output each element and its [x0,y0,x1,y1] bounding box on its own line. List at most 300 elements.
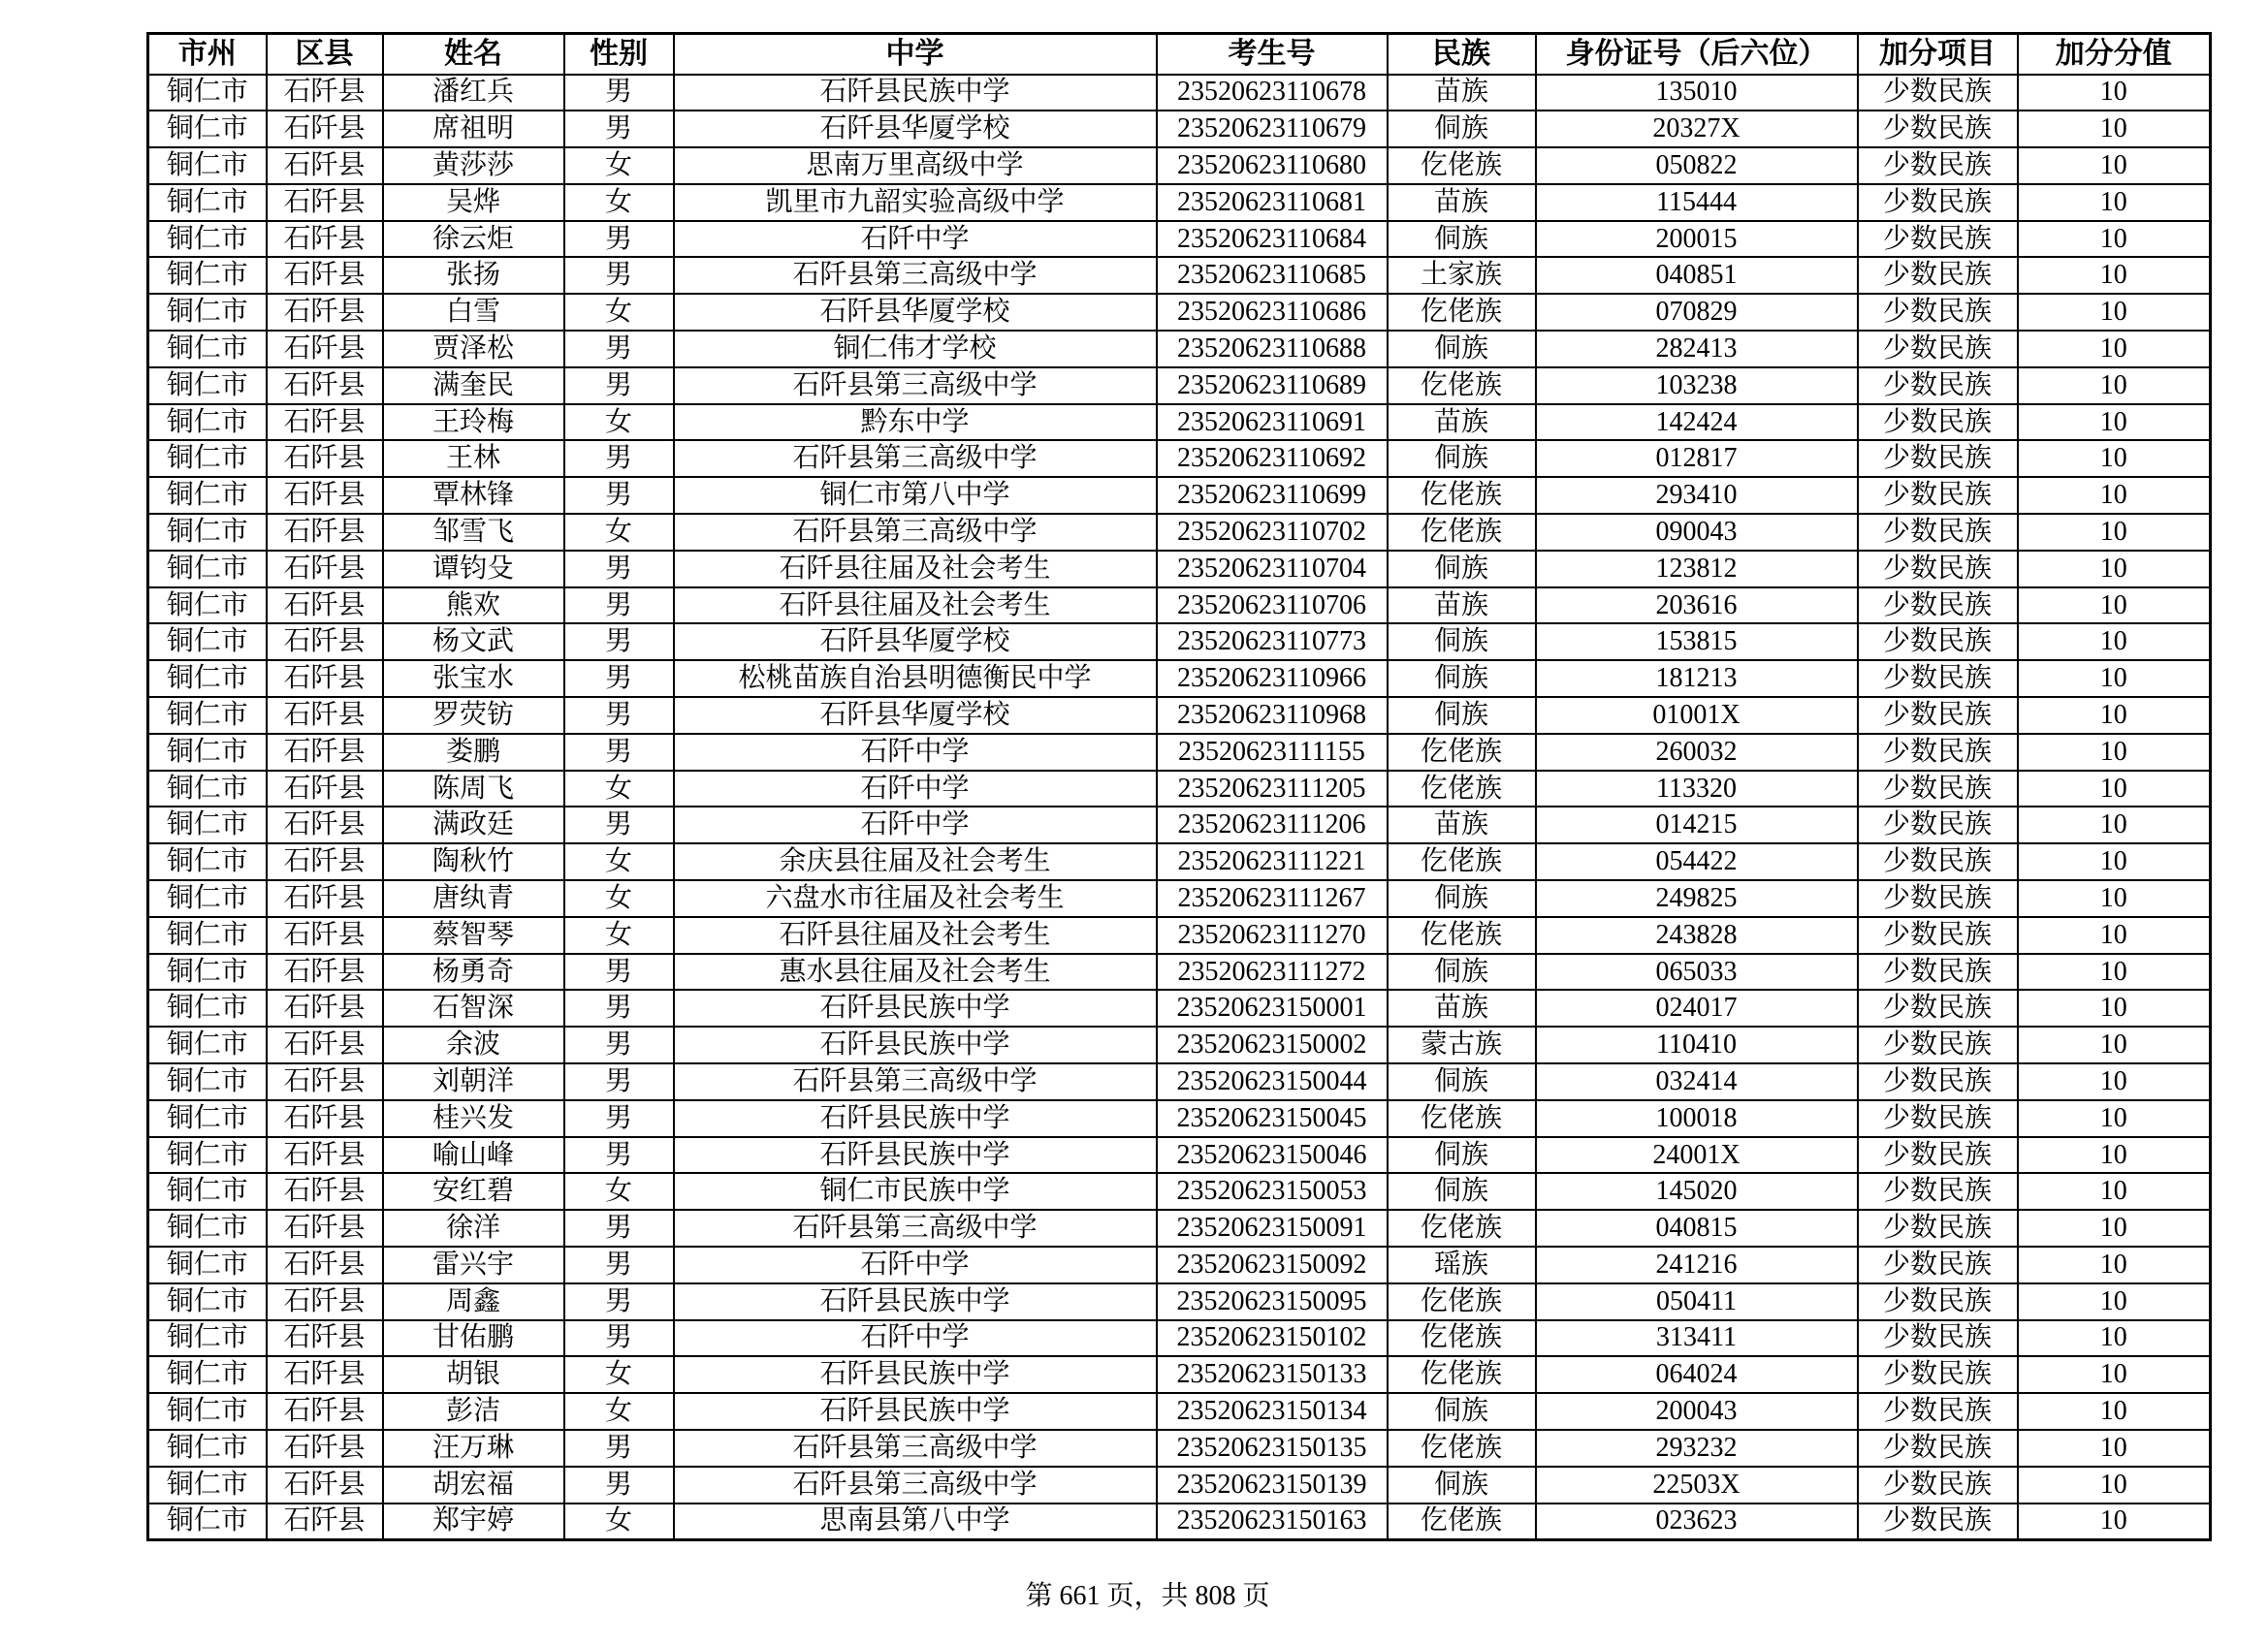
cell-name: 覃林锋 [383,477,564,514]
cell-exam-no: 23520623111206 [1157,807,1388,843]
cell-exam-no: 23520623110679 [1157,111,1388,147]
table-row [148,880,2211,917]
cell-ethnicity: 侗族 [1388,1173,1536,1210]
cell-ethnicity: 侗族 [1388,954,1536,991]
cell-city: 铜仁市 [148,1467,267,1504]
cell-county: 石阡县 [267,477,383,514]
cell-id-suffix: 22503X [1536,1467,1858,1504]
cell-id-suffix: 293410 [1536,477,1858,514]
cell-id-suffix: 040851 [1536,257,1858,294]
table-row [148,1393,2211,1430]
cell-bonus-item: 少数民族 [1858,660,2018,697]
cell-bonus-item: 少数民族 [1858,367,2018,404]
cell-id-suffix: 200015 [1536,221,1858,258]
cell-ethnicity: 苗族 [1388,75,1536,111]
cell-exam-no: 23520623110692 [1157,440,1388,477]
cell-school: 石阡县第三高级中学 [674,1063,1157,1100]
cell-name: 胡银 [383,1356,564,1393]
cell-bonus-item: 少数民族 [1858,1393,2018,1430]
cell-gender: 男 [564,1063,674,1100]
cell-city: 铜仁市 [148,367,267,404]
cell-exam-no: 23520623110691 [1157,404,1388,441]
cell-exam-no: 23520623110684 [1157,221,1388,258]
cell-id-suffix: 024017 [1536,990,1858,1027]
cell-bonus-value: 10 [2018,807,2211,843]
cell-bonus-item: 少数民族 [1858,1320,2018,1357]
table-row [148,294,2211,331]
cell-exam-no: 23520623150045 [1157,1100,1388,1137]
cell-ethnicity: 仡佬族 [1388,1430,1536,1467]
cell-county: 石阡县 [267,1430,383,1467]
cell-exam-no: 23520623150053 [1157,1173,1388,1210]
cell-ethnicity: 仡佬族 [1388,771,1536,807]
cell-name: 陶秋竹 [383,843,564,880]
cell-bonus-item: 少数民族 [1858,404,2018,441]
cell-exam-no: 23520623110685 [1157,257,1388,294]
cell-gender: 男 [564,111,674,147]
cell-county: 石阡县 [267,990,383,1027]
cell-name: 白雪 [383,294,564,331]
cell-gender: 男 [564,990,674,1027]
cell-city: 铜仁市 [148,1027,267,1063]
cell-bonus-value: 10 [2018,111,2211,147]
cell-bonus-value: 10 [2018,1393,2211,1430]
cell-school: 石阡县民族中学 [674,1283,1157,1320]
cell-city: 铜仁市 [148,623,267,660]
cell-school: 石阡县第三高级中学 [674,1467,1157,1504]
cell-gender: 女 [564,771,674,807]
table-row [148,734,2211,771]
cell-id-suffix: 100018 [1536,1100,1858,1137]
cell-ethnicity: 仡佬族 [1388,1356,1536,1393]
cell-ethnicity: 仡佬族 [1388,294,1536,331]
header-ethnicity: 民族 [1388,34,1536,75]
cell-bonus-item: 少数民族 [1858,587,2018,624]
cell-school: 石阡县民族中学 [674,75,1157,111]
cell-name: 安红碧 [383,1173,564,1210]
cell-ethnicity: 仡佬族 [1388,1320,1536,1357]
cell-county: 石阡县 [267,1173,383,1210]
cell-bonus-item: 少数民族 [1858,1027,2018,1063]
cell-city: 铜仁市 [148,551,267,587]
cell-county: 石阡县 [267,75,383,111]
cell-bonus-item: 少数民族 [1858,111,2018,147]
cell-ethnicity: 瑶族 [1388,1247,1536,1283]
cell-school: 石阡县民族中学 [674,1393,1157,1430]
table-row [148,954,2211,991]
cell-ethnicity: 仡佬族 [1388,1504,1536,1540]
cell-bonus-value: 10 [2018,1247,2211,1283]
cell-county: 石阡县 [267,843,383,880]
cell-county: 石阡县 [267,697,383,734]
cell-county: 石阡县 [267,771,383,807]
table-row [148,514,2211,551]
cell-county: 石阡县 [267,514,383,551]
cell-ethnicity: 仡佬族 [1388,1100,1536,1137]
header-exam-no: 考生号 [1157,34,1388,75]
cell-bonus-value: 10 [2018,147,2211,184]
table-row [148,1247,2211,1283]
cell-school: 石阡县民族中学 [674,1027,1157,1063]
cell-ethnicity: 苗族 [1388,990,1536,1027]
cell-gender: 女 [564,1504,674,1540]
cell-gender: 男 [564,1283,674,1320]
cell-name: 雷兴宇 [383,1247,564,1283]
table-row [148,1430,2211,1467]
cell-county: 石阡县 [267,257,383,294]
cell-name: 席祖明 [383,111,564,147]
cell-city: 铜仁市 [148,1100,267,1137]
cell-bonus-item: 少数民族 [1858,221,2018,258]
cell-school: 石阡县民族中学 [674,1356,1157,1393]
cell-bonus-item: 少数民族 [1858,514,2018,551]
cell-bonus-value: 10 [2018,954,2211,991]
cell-county: 石阡县 [267,917,383,954]
table-row [148,660,2211,697]
table-row [148,147,2211,184]
cell-bonus-item: 少数民族 [1858,1504,2018,1540]
header-bonus-item: 加分项目 [1858,34,2018,75]
cell-exam-no: 23520623110688 [1157,331,1388,367]
cell-id-suffix: 090043 [1536,514,1858,551]
cell-id-suffix: 054422 [1536,843,1858,880]
cell-id-suffix: 135010 [1536,75,1858,111]
cell-city: 铜仁市 [148,587,267,624]
header-gender: 性别 [564,34,674,75]
cell-gender: 男 [564,367,674,404]
table-row [148,990,2211,1027]
cell-exam-no: 23520623110681 [1157,184,1388,221]
cell-county: 石阡县 [267,734,383,771]
cell-gender: 男 [564,477,674,514]
cell-exam-no: 23520623110706 [1157,587,1388,624]
cell-ethnicity: 仡佬族 [1388,1210,1536,1247]
cell-exam-no: 23520623110686 [1157,294,1388,331]
cell-gender: 男 [564,440,674,477]
cell-bonus-value: 10 [2018,843,2211,880]
cell-id-suffix: 023623 [1536,1504,1858,1540]
cell-school: 石阡中学 [674,807,1157,843]
cell-bonus-item: 少数民族 [1858,623,2018,660]
cell-school: 石阡县第三高级中学 [674,367,1157,404]
cell-school: 凯里市九韶实验高级中学 [674,184,1157,221]
cell-gender: 男 [564,1137,674,1174]
cell-gender: 男 [564,1210,674,1247]
cell-id-suffix: 113320 [1536,771,1858,807]
cell-name: 胡宏福 [383,1467,564,1504]
cell-county: 石阡县 [267,1283,383,1320]
cell-city: 铜仁市 [148,807,267,843]
cell-name: 徐洋 [383,1210,564,1247]
cell-exam-no: 23520623110678 [1157,75,1388,111]
cell-bonus-item: 少数民族 [1858,1283,2018,1320]
cell-bonus-item: 少数民族 [1858,697,2018,734]
cell-bonus-item: 少数民族 [1858,990,2018,1027]
table-row [148,367,2211,404]
cell-name: 唐纨青 [383,880,564,917]
table-row [148,184,2211,221]
cell-bonus-item: 少数民族 [1858,771,2018,807]
header-row [148,34,2211,75]
cell-county: 石阡县 [267,1137,383,1174]
cell-gender: 男 [564,257,674,294]
table-row [148,1137,2211,1174]
cell-school: 余庆县往届及社会考生 [674,843,1157,880]
table-row [148,1504,2211,1540]
cell-gender: 女 [564,880,674,917]
cell-city: 铜仁市 [148,843,267,880]
cell-exam-no: 23520623150134 [1157,1393,1388,1430]
cell-gender: 女 [564,404,674,441]
cell-bonus-item: 少数民族 [1858,1063,2018,1100]
cell-county: 石阡县 [267,807,383,843]
cell-county: 石阡县 [267,1027,383,1063]
cell-ethnicity: 仡佬族 [1388,734,1536,771]
cell-bonus-item: 少数民族 [1858,147,2018,184]
cell-name: 谭钧殳 [383,551,564,587]
cell-gender: 男 [564,807,674,843]
cell-school: 石阡县第三高级中学 [674,257,1157,294]
cell-school: 思南县第八中学 [674,1504,1157,1540]
cell-name: 陈周飞 [383,771,564,807]
cell-county: 石阡县 [267,184,383,221]
cell-id-suffix: 282413 [1536,331,1858,367]
cell-name: 黄莎莎 [383,147,564,184]
cell-gender: 男 [564,734,674,771]
cell-ethnicity: 仡佬族 [1388,917,1536,954]
cell-name: 邹雪飞 [383,514,564,551]
table-row [148,917,2211,954]
cell-school: 黔东中学 [674,404,1157,441]
cell-school: 石阡中学 [674,771,1157,807]
cell-bonus-value: 10 [2018,75,2211,111]
cell-ethnicity: 侗族 [1388,697,1536,734]
cell-bonus-item: 少数民族 [1858,843,2018,880]
cell-bonus-value: 10 [2018,1467,2211,1504]
cell-ethnicity: 侗族 [1388,221,1536,258]
cell-school: 松桃苗族自治县明德衡民中学 [674,660,1157,697]
cell-bonus-item: 少数民族 [1858,1137,2018,1174]
cell-bonus-value: 10 [2018,917,2211,954]
cell-exam-no: 23520623110680 [1157,147,1388,184]
cell-exam-no: 23520623110689 [1157,367,1388,404]
table-row [148,477,2211,514]
cell-city: 铜仁市 [148,1173,267,1210]
cell-exam-no: 23520623150091 [1157,1210,1388,1247]
cell-gender: 女 [564,1173,674,1210]
cell-ethnicity: 侗族 [1388,111,1536,147]
cell-school: 石阡县华厦学校 [674,294,1157,331]
cell-school: 石阡县第三高级中学 [674,440,1157,477]
cell-name: 张扬 [383,257,564,294]
cell-city: 铜仁市 [148,75,267,111]
cell-gender: 男 [564,1430,674,1467]
cell-city: 铜仁市 [148,1430,267,1467]
cell-exam-no: 23520623110966 [1157,660,1388,697]
cell-bonus-item: 少数民族 [1858,734,2018,771]
cell-name: 石智深 [383,990,564,1027]
cell-ethnicity: 仡佬族 [1388,1283,1536,1320]
cell-gender: 男 [564,623,674,660]
cell-name: 王林 [383,440,564,477]
cell-bonus-value: 10 [2018,331,2211,367]
cell-ethnicity: 苗族 [1388,404,1536,441]
page-number-text: 第 661 页，共 808 页 [1025,1581,1270,1611]
cell-bonus-value: 10 [2018,184,2211,221]
cell-id-suffix: 014215 [1536,807,1858,843]
cell-school: 石阡县民族中学 [674,1137,1157,1174]
cell-gender: 女 [564,917,674,954]
cell-name: 张宝水 [383,660,564,697]
table-header [148,34,2211,75]
cell-id-suffix: 050411 [1536,1283,1858,1320]
cell-county: 石阡县 [267,660,383,697]
cell-bonus-item: 少数民族 [1858,331,2018,367]
cell-bonus-item: 少数民族 [1858,917,2018,954]
cell-gender: 男 [564,697,674,734]
cell-gender: 女 [564,294,674,331]
cell-ethnicity: 土家族 [1388,257,1536,294]
cell-city: 铜仁市 [148,1247,267,1283]
cell-gender: 男 [564,1247,674,1283]
cell-id-suffix: 050822 [1536,147,1858,184]
cell-city: 铜仁市 [148,147,267,184]
cell-id-suffix: 064024 [1536,1356,1858,1393]
cell-bonus-value: 10 [2018,1137,2211,1174]
cell-ethnicity: 侗族 [1388,1467,1536,1504]
cell-gender: 男 [564,1467,674,1504]
cell-county: 石阡县 [267,331,383,367]
cell-exam-no: 23520623150046 [1157,1137,1388,1174]
cell-bonus-value: 10 [2018,623,2211,660]
table-row [148,623,2211,660]
cell-name: 汪万琳 [383,1430,564,1467]
cell-gender: 男 [564,331,674,367]
cell-ethnicity: 苗族 [1388,184,1536,221]
cell-school: 石阡县华厦学校 [674,697,1157,734]
cell-county: 石阡县 [267,623,383,660]
cell-name: 周鑫 [383,1283,564,1320]
cell-name: 满奎民 [383,367,564,404]
cell-school: 铜仁市第八中学 [674,477,1157,514]
cell-bonus-item: 少数民族 [1858,1210,2018,1247]
cell-exam-no: 23520623111272 [1157,954,1388,991]
table-row [148,221,2211,258]
cell-gender: 女 [564,147,674,184]
table-row [148,1283,2211,1320]
cell-school: 石阡县第三高级中学 [674,1210,1157,1247]
cell-id-suffix: 145020 [1536,1173,1858,1210]
cell-county: 石阡县 [267,1393,383,1430]
table-row [148,697,2211,734]
table-row [148,1063,2211,1100]
cell-gender: 女 [564,184,674,221]
cell-city: 铜仁市 [148,477,267,514]
table-row [148,843,2211,880]
cell-bonus-value: 10 [2018,660,2211,697]
cell-bonus-value: 10 [2018,1100,2211,1137]
cell-county: 石阡县 [267,404,383,441]
cell-bonus-value: 10 [2018,551,2211,587]
cell-ethnicity: 侗族 [1388,1137,1536,1174]
cell-ethnicity: 苗族 [1388,807,1536,843]
cell-name: 喻山峰 [383,1137,564,1174]
cell-bonus-item: 少数民族 [1858,1356,2018,1393]
bonus-points-table [146,32,2212,1541]
cell-school: 石阡县往届及社会考生 [674,551,1157,587]
table-row [148,771,2211,807]
cell-bonus-value: 10 [2018,221,2211,258]
cell-gender: 男 [564,1320,674,1357]
cell-city: 铜仁市 [148,917,267,954]
page-footer [0,1547,2268,1611]
cell-name: 刘朝洋 [383,1063,564,1100]
cell-bonus-item: 少数民族 [1858,1247,2018,1283]
cell-bonus-value: 10 [2018,294,2211,331]
cell-name: 桂兴发 [383,1100,564,1137]
cell-gender: 女 [564,514,674,551]
cell-bonus-item: 少数民族 [1858,75,2018,111]
cell-gender: 男 [564,1100,674,1137]
cell-ethnicity: 仡佬族 [1388,477,1536,514]
table-row [148,1173,2211,1210]
cell-city: 铜仁市 [148,1356,267,1393]
cell-name: 蔡智琴 [383,917,564,954]
cell-city: 铜仁市 [148,1283,267,1320]
cell-ethnicity: 侗族 [1388,331,1536,367]
cell-bonus-item: 少数民族 [1858,257,2018,294]
cell-city: 铜仁市 [148,184,267,221]
cell-ethnicity: 蒙古族 [1388,1027,1536,1063]
cell-city: 铜仁市 [148,697,267,734]
cell-id-suffix: 200043 [1536,1393,1858,1430]
cell-city: 铜仁市 [148,954,267,991]
cell-county: 石阡县 [267,1063,383,1100]
cell-school: 石阡县第三高级中学 [674,1430,1157,1467]
cell-name: 余波 [383,1027,564,1063]
cell-county: 石阡县 [267,1504,383,1540]
cell-bonus-value: 10 [2018,990,2211,1027]
cell-school: 石阡县往届及社会考生 [674,587,1157,624]
cell-school: 石阡中学 [674,734,1157,771]
cell-bonus-item: 少数民族 [1858,477,2018,514]
cell-id-suffix: 103238 [1536,367,1858,404]
cell-city: 铜仁市 [148,1137,267,1174]
cell-city: 铜仁市 [148,404,267,441]
cell-bonus-value: 10 [2018,404,2211,441]
cell-bonus-item: 少数民族 [1858,954,2018,991]
cell-bonus-value: 10 [2018,1283,2211,1320]
cell-exam-no: 23520623111267 [1157,880,1388,917]
cell-county: 石阡县 [267,147,383,184]
cell-name: 贾泽松 [383,331,564,367]
cell-city: 铜仁市 [148,294,267,331]
cell-exam-no: 23520623150102 [1157,1320,1388,1357]
cell-bonus-value: 10 [2018,1210,2211,1247]
cell-bonus-item: 少数民族 [1858,294,2018,331]
cell-school: 石阡县华厦学校 [674,623,1157,660]
cell-exam-no: 23520623150139 [1157,1467,1388,1504]
cell-county: 石阡县 [267,1247,383,1283]
cell-ethnicity: 仡佬族 [1388,843,1536,880]
cell-county: 石阡县 [267,1320,383,1357]
cell-exam-no: 23520623111205 [1157,771,1388,807]
cell-school: 铜仁伟才学校 [674,331,1157,367]
cell-id-suffix: 115444 [1536,184,1858,221]
cell-name: 罗荧钫 [383,697,564,734]
cell-school: 石阡县华厦学校 [674,111,1157,147]
cell-ethnicity: 侗族 [1388,440,1536,477]
